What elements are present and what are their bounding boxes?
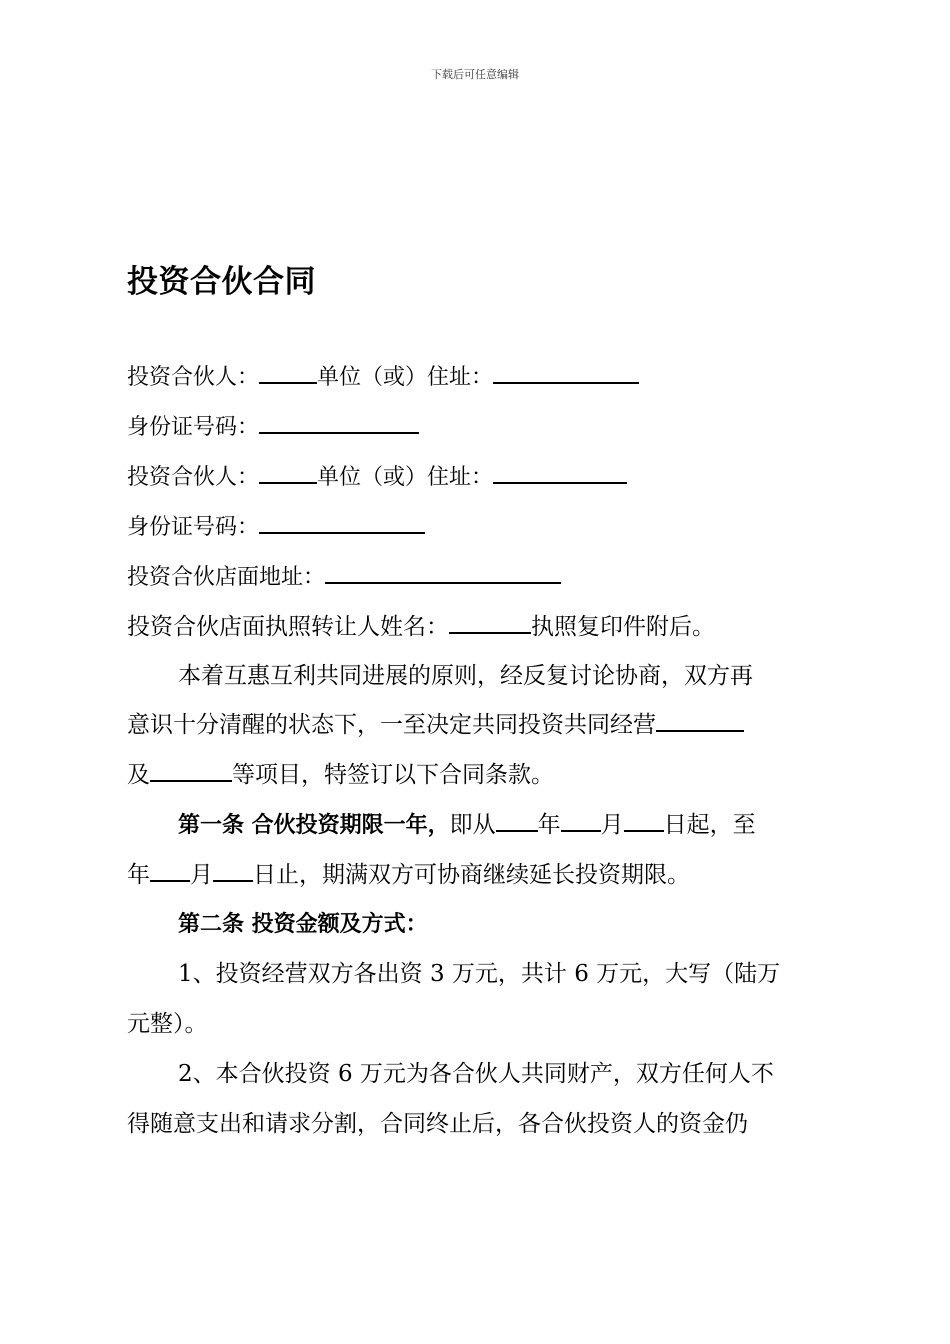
preamble-line-1: 本着互惠互利共同进展的原则，经反复讨论协商，双方再 [178, 663, 753, 689]
preamble-line-2 [127, 714, 744, 737]
partner-label: 投资合伙人： [127, 365, 260, 390]
document-title: 投资合伙合同 [127, 264, 316, 300]
partner-1-id-line [127, 417, 419, 439]
store-address-label: 投资合伙店面地址： [127, 565, 326, 590]
start-year-blank [496, 829, 538, 832]
article-2-item-1-line-2: 元整）。 [127, 1011, 208, 1037]
article-1-from: 即从 [449, 812, 496, 838]
end-month-blank [150, 879, 190, 882]
start-month-blank [561, 829, 601, 832]
partner-2-name-blank [259, 481, 317, 484]
project-blank-2 [150, 779, 232, 782]
preamble-text-2: 意识十分清醒的状态下，一至决定共同投资共同经营 [127, 712, 656, 738]
preamble-and: 及 [127, 762, 150, 788]
license-transfer-blank [449, 631, 531, 634]
day-from-label: 日起，至 [663, 812, 756, 838]
unit-label: 单位（或）住址： [317, 465, 494, 490]
article-2-item-1-line-1: 1、投资经营双方各出资 3 万元，共计 6 万元，大写（陆万 [178, 961, 781, 987]
license-transfer-line [127, 616, 715, 639]
store-address-line [127, 567, 561, 589]
partner-1-address-blank [493, 381, 639, 384]
header-note: 下载后可任意编辑 [431, 68, 519, 81]
partner-2-id-blank [259, 531, 425, 534]
partner-2-address-blank [493, 481, 627, 484]
article-2-item-2-line-2: 得随意支出和请求分割，合同终止后，各合伙投资人的资金仍 [127, 1111, 748, 1137]
month-label: 月 [600, 812, 624, 838]
id-label: 身份证号码： [127, 515, 260, 540]
end-month-label: 月 [190, 862, 213, 888]
end-day-blank [213, 879, 253, 882]
preamble-line-3 [127, 764, 554, 787]
project-blank-1 [656, 729, 744, 732]
article-1-line-1 [178, 814, 756, 837]
article-1-line-2 [127, 864, 690, 887]
license-transfer-label: 投资合伙店面执照转让人姓名： [127, 614, 449, 640]
partner-1-id-blank [259, 431, 419, 434]
article-1-end-text: 日止，期满双方可协商继续延长投资期限。 [253, 862, 690, 888]
start-day-blank [624, 829, 664, 832]
preamble-text-3: 等项目，特签订以下合同条款。 [232, 762, 554, 788]
id-label: 身份证号码： [127, 415, 260, 440]
article-2-heading: 第二条 投资金额及方式： [178, 912, 428, 937]
unit-label: 单位（或）住址： [317, 365, 494, 390]
partner-1-line [127, 367, 639, 389]
end-year-label: 年 [127, 862, 150, 888]
partner-1-name-blank [259, 381, 317, 384]
article-1-heading: 第一条 合伙投资期限一年， [178, 813, 450, 838]
year-label: 年 [537, 812, 561, 838]
article-2-item-2-line-1: 2、本合伙投资 6 万元为各合伙人共同财产，双方任何人不 [178, 1061, 774, 1087]
partner-2-line [127, 467, 627, 489]
partner-label: 投资合伙人： [127, 465, 260, 490]
partner-2-id-line [127, 517, 425, 539]
license-copy-note: 执照复印件附后。 [531, 614, 715, 640]
store-address-blank [325, 581, 561, 584]
